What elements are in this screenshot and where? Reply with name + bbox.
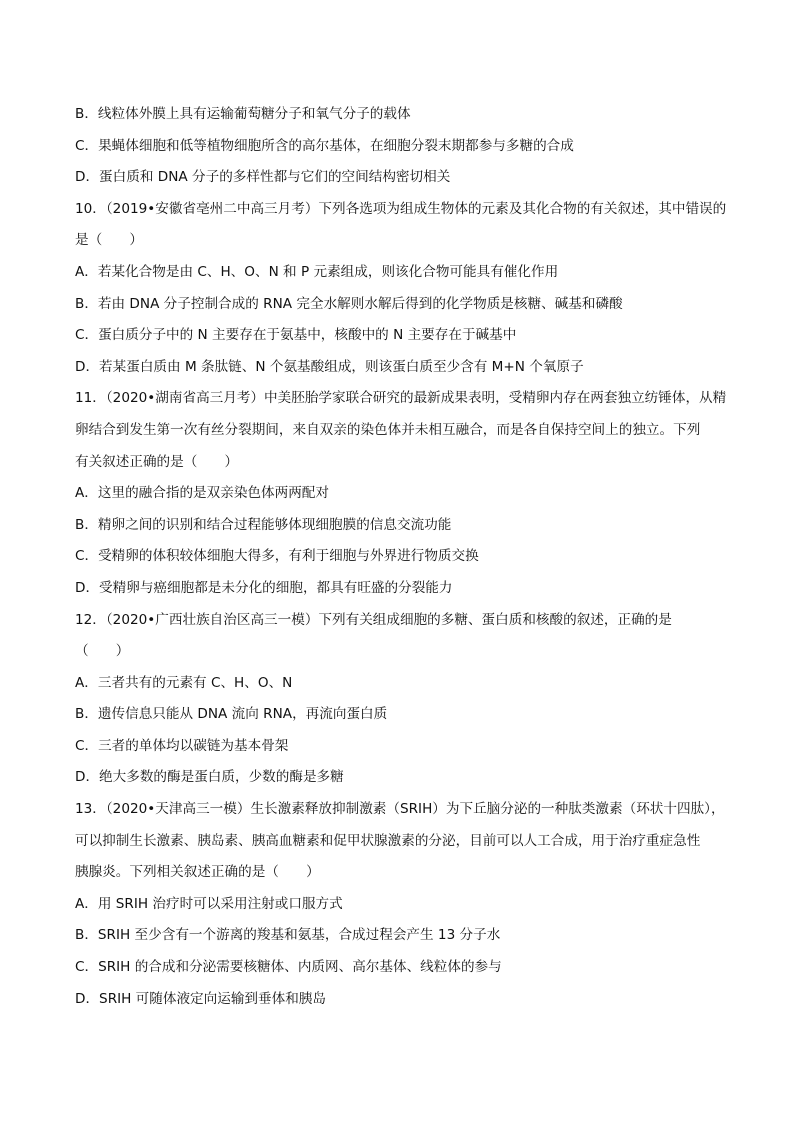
q13-stem-line-2: 可以抑制生长激素、胰岛素、胰高血糖素和促甲状腺激素的分泌，目前可以人工合成，用于治疗重症急性 [75, 832, 701, 849]
q9-option-b: B．线粒体外膜上具有运输葡萄糖分子和氧气分子的载体 [75, 106, 411, 122]
question-list [75, 99, 727, 1015]
q11-stem-line-3: 有关叙述正确的是（ ） [75, 453, 239, 470]
q11-option-b: B．精卵之间的识别和结合过程能够体现细胞膜的信息交流功能 [75, 516, 452, 533]
q13-option-b: B．SRIH 至少含有一个游离的羧基和氨基，合成过程会产生 13 分子水 [75, 927, 501, 944]
question-12 [75, 605, 723, 795]
q10-option-c: C．蛋白质分子中的 N 主要存在于氨基中，核酸中的 N 主要存在于碱基中 [75, 327, 517, 344]
q12-stem-line-1: 12．（2020•广西壮族自治区高三一模）下列有关组成细胞的多糖、蛋白质和核酸的叙述，正确的是 [75, 611, 672, 628]
q12-option-d: D．绝大多数的酶是蛋白质，少数的酶是多糖 [75, 769, 344, 786]
q13-option-a: A．用 SRIH 治疗时可以采用注射或口服方式 [75, 895, 343, 912]
q11-stem-line-2: 卵结合到发生第一次有丝分裂期间，来自双亲的染色体并未相互融合，而是各自保持空间上的独立。下列 [75, 421, 701, 438]
question-11 [75, 383, 727, 604]
q12-stem-line-2: （ ） [75, 643, 130, 660]
question-9-options [75, 99, 723, 194]
q12-option-a: A．三者共有的元素有 C、H、O、N [75, 674, 293, 691]
q13-stem-line-1: 13．（2020•天津高三一模）生长激素释放抑制激素（SRIH）为下丘脑分泌的一种肽类激素（环状十四肽）， [75, 801, 725, 818]
q11-stem-line-1: 11．（2020•湖南省高三月考）中美胚胎学家联合研究的最新成果表明，受精卵内存在两套独立纺锤体，从精 [75, 390, 727, 407]
q10-option-a: A．若某化合物是由 C、H、O、N 和 P 元素组成，则该化合物可能具有催化作用 [75, 263, 559, 280]
question-10 [75, 194, 727, 384]
q13-stem-line-3: 胰腺炎。下列相关叙述正确的是（ ） [75, 864, 320, 881]
q12-option-c: C．三者的单体均以碳链为基本骨架 [75, 737, 289, 754]
q10-option-d: D．若某蛋白质由 M 条肽链、N 个氨基酸组成，则该蛋白质至少含有 M+N 个氧原子 [75, 358, 584, 375]
question-13 [75, 794, 723, 1015]
q10-option-b: B．若由 DNA 分子控制合成的 RNA 完全水解则水解后得到的化学物质是核糖、碱基和磷酸 [75, 295, 623, 312]
q10-stem-line-1: 10．（2019•安徽省亳州二中高三月考）下列各选项为组成生物体的元素及其化合物的有关叙述，其中错误的 [75, 200, 727, 217]
q11-option-c: C．受精卵的体积较体细胞大得多，有利于细胞与外界进行物质交换 [75, 548, 479, 565]
q11-option-a: A．这里的融合指的是双亲染色体两两配对 [75, 485, 329, 502]
q10-stem-line-2: 是（ ） [75, 232, 143, 249]
q12-option-b: B．遗传信息只能从 DNA 流向 RNA，再流向蛋白质 [75, 706, 388, 723]
q13-option-d: D．SRIH 可随体液定向运输到垂体和胰岛 [75, 990, 326, 1007]
q9-option-d: D．蛋白质和 DNA 分子的多样性都与它们的空间结构密切相关 [75, 169, 451, 186]
q13-option-c: C．SRIH 的合成和分泌需要核糖体、内质网、高尔基体、线粒体的参与 [75, 959, 502, 976]
q9-option-c: C．果蝇体细胞和低等植物细胞所含的高尔基体，在细胞分裂末期都参与多糖的合成 [75, 137, 574, 154]
q11-option-d: D．受精卵与癌细胞都是未分化的细胞，都具有旺盛的分裂能力 [75, 579, 453, 596]
